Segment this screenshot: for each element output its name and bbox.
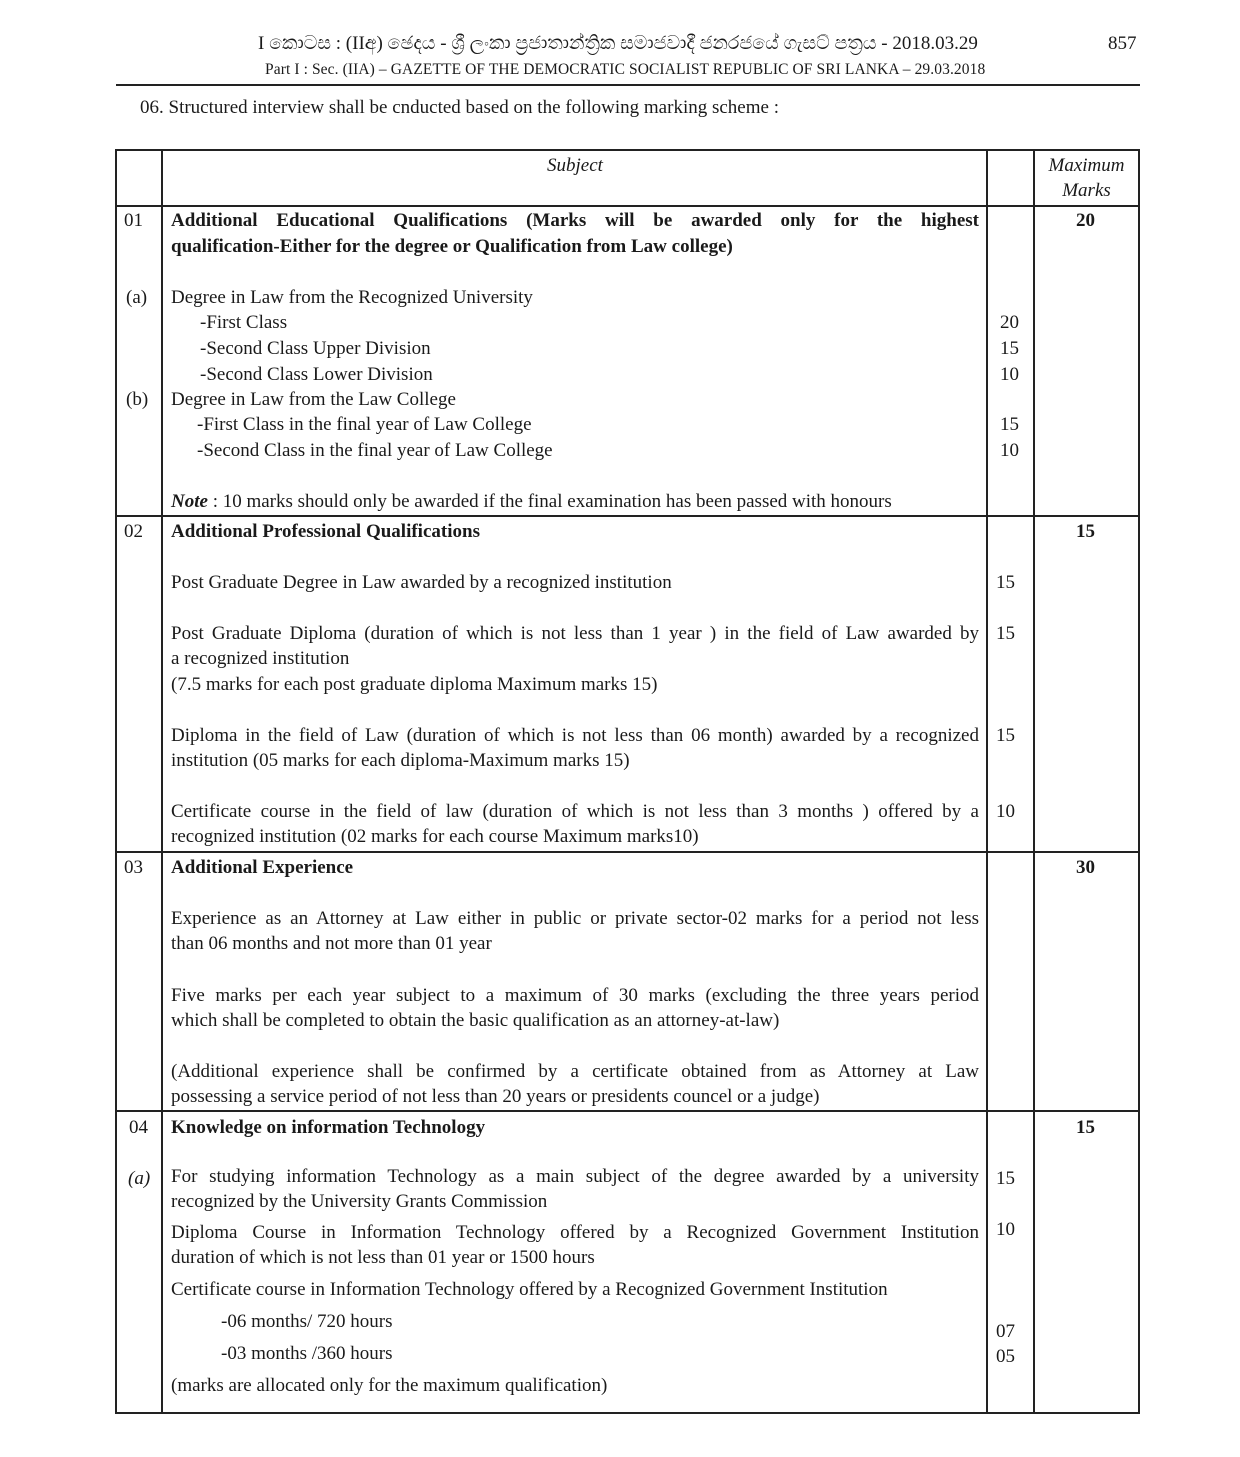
section-title: Additional Professional Qualifications — [171, 521, 480, 542]
item-marks: 15 — [1000, 414, 1019, 435]
list-item: -Second Class Upper Division — [200, 338, 431, 359]
section-max-marks: 15 — [1076, 1117, 1095, 1138]
item-marks: 10 — [1000, 364, 1019, 385]
item-marks: 15 — [996, 725, 1015, 746]
sub-label: (a) — [128, 1168, 151, 1189]
page-number: 857 — [1108, 33, 1137, 54]
paragraph-cont: possessing a service period of not less than 20 years or presidents councel or a judge) — [171, 1086, 820, 1107]
section-number: 03 — [124, 857, 143, 878]
section-max-marks: 30 — [1076, 857, 1095, 878]
list-item: -06 months/ 720 hours — [221, 1311, 393, 1332]
section-title: Additional Educational Qualifications (Marks will be awarded only for the highest — [171, 210, 979, 231]
item-marks: 15 — [1000, 338, 1019, 359]
header-rule — [116, 84, 1140, 86]
table-col-divider — [161, 149, 163, 1412]
sub-item-text: Degree in Law from the Law College — [171, 389, 456, 410]
note-text: : 10 marks should only be awarded if the final examination has been passed with honours — [207, 491, 892, 512]
item-marks: 20 — [1000, 312, 1019, 333]
table-row-divider — [115, 851, 1138, 853]
item-marks: 15 — [996, 623, 1015, 644]
paragraph-cont: than 06 months and not more than 01 year — [171, 933, 492, 954]
table-row-divider — [115, 205, 1138, 207]
col-header-max-marks-2: Marks — [1062, 180, 1111, 201]
paragraph: Five marks per each year subject to a maximum of 30 marks (excluding the three years period — [171, 985, 979, 1006]
item-marks: 10 — [996, 1219, 1015, 1240]
qualification-item: Post Graduate Degree in Law awarded by a recognized institution — [171, 572, 672, 593]
item-marks: 15 — [996, 572, 1015, 593]
table-col-divider — [986, 149, 988, 1412]
list-item: -03 months /360 hours — [221, 1343, 393, 1364]
qualification-item-cont: (7.5 marks for each post graduate diploma Maximum marks 15) — [171, 674, 658, 695]
section-number: 02 — [124, 521, 143, 542]
qualification-item: Diploma in the field of Law (duration of which is not less than 06 month) awarded by a recognized — [171, 725, 979, 746]
it-item-cont: duration of which is not less than 01 year or 1500 hours — [171, 1247, 595, 1268]
it-item: For studying information Technology as a main subject of the degree awarded by a university — [171, 1166, 979, 1187]
sub-item-text: Degree in Law from the Recognized University — [171, 287, 533, 308]
it-item-cont: recognized by the University Grants Commission — [171, 1191, 548, 1212]
paragraph: Experience as an Attorney at Law either in public or private sector-02 marks for a period not less — [171, 908, 979, 929]
table-col-divider — [1033, 149, 1035, 1412]
section-title-cont: qualification-Either for the degree or Qualification from Law college) — [171, 236, 733, 257]
item-marks: 05 — [996, 1346, 1015, 1367]
section-title: Knowledge on information Technology — [171, 1117, 486, 1138]
it-item: Certificate course in Information Technology offered by a Recognized Government Institution — [171, 1279, 888, 1300]
section-max-marks: 20 — [1076, 210, 1095, 231]
footnote: (marks are allocated only for the maximum qualification) — [171, 1375, 608, 1396]
table-row-divider — [115, 1110, 1138, 1112]
section-number: 04 — [129, 1117, 148, 1138]
item-marks: 10 — [1000, 440, 1019, 461]
list-item: -Second Class in the final year of Law College — [197, 440, 553, 461]
col-header-subject: Subject — [547, 155, 603, 176]
qualification-item: Post Graduate Diploma (duration of which is not less than 1 year ) in the field of Law awarded by — [171, 623, 979, 644]
section-number: 01 — [124, 210, 143, 231]
note — [171, 489, 979, 515]
it-item: Diploma Course in Information Technology offered by a Recognized Government Institution — [171, 1222, 979, 1243]
section-max-marks: 15 — [1076, 521, 1095, 542]
item-marks: 15 — [996, 1168, 1015, 1189]
list-item: -Second Class Lower Division — [200, 364, 433, 385]
table-row-divider — [115, 515, 1138, 517]
list-item: -First Class in the final year of Law College — [197, 414, 532, 435]
gazette-header-english: Part I : Sec. (IIA) – GAZETTE OF THE DEMOCRATIC SOCIALIST REPUBLIC OF SRI LANKA – 29.03.2018 — [265, 61, 986, 78]
paragraph: (Additional experience shall be confirmed by a certificate obtained from as Attorney at Law — [171, 1061, 979, 1082]
qualification-item-cont: a recognized institution — [171, 648, 350, 669]
sub-label: (a) — [126, 287, 148, 308]
item-marks: 07 — [996, 1321, 1015, 1342]
qualification-item-cont: recognized institution (02 marks for each course Maximum marks10) — [171, 826, 699, 847]
sub-label: (b) — [126, 389, 149, 410]
qualification-item-cont: institution (05 marks for each diploma-Maximum marks 15) — [171, 750, 630, 771]
qualification-item: Certificate course in the field of law (duration of which is not less than 3 months ) offered by a — [171, 801, 979, 822]
list-item: -First Class — [200, 312, 288, 333]
section-title: Additional Experience — [171, 857, 354, 878]
intro-paragraph: 06. Structured interview shall be cnducted based on the following marking scheme : — [140, 97, 779, 118]
item-marks: 10 — [996, 801, 1015, 822]
gazette-header-sinhala: I කොටස : (IIඅ) ඡෙදය - ශ්‍රී ලංකා ප්‍රජාතාන්ත්‍රික සමාජවාදී ජනරජයේ ගැසට් පත්‍රය - 2018.03.29 — [258, 33, 978, 54]
paragraph-cont: which shall be completed to obtain the basic qualification as an attorney-at-law) — [171, 1010, 780, 1031]
note-label: Note — [171, 491, 208, 512]
col-header-max-marks-1: Maximum — [1048, 155, 1125, 176]
